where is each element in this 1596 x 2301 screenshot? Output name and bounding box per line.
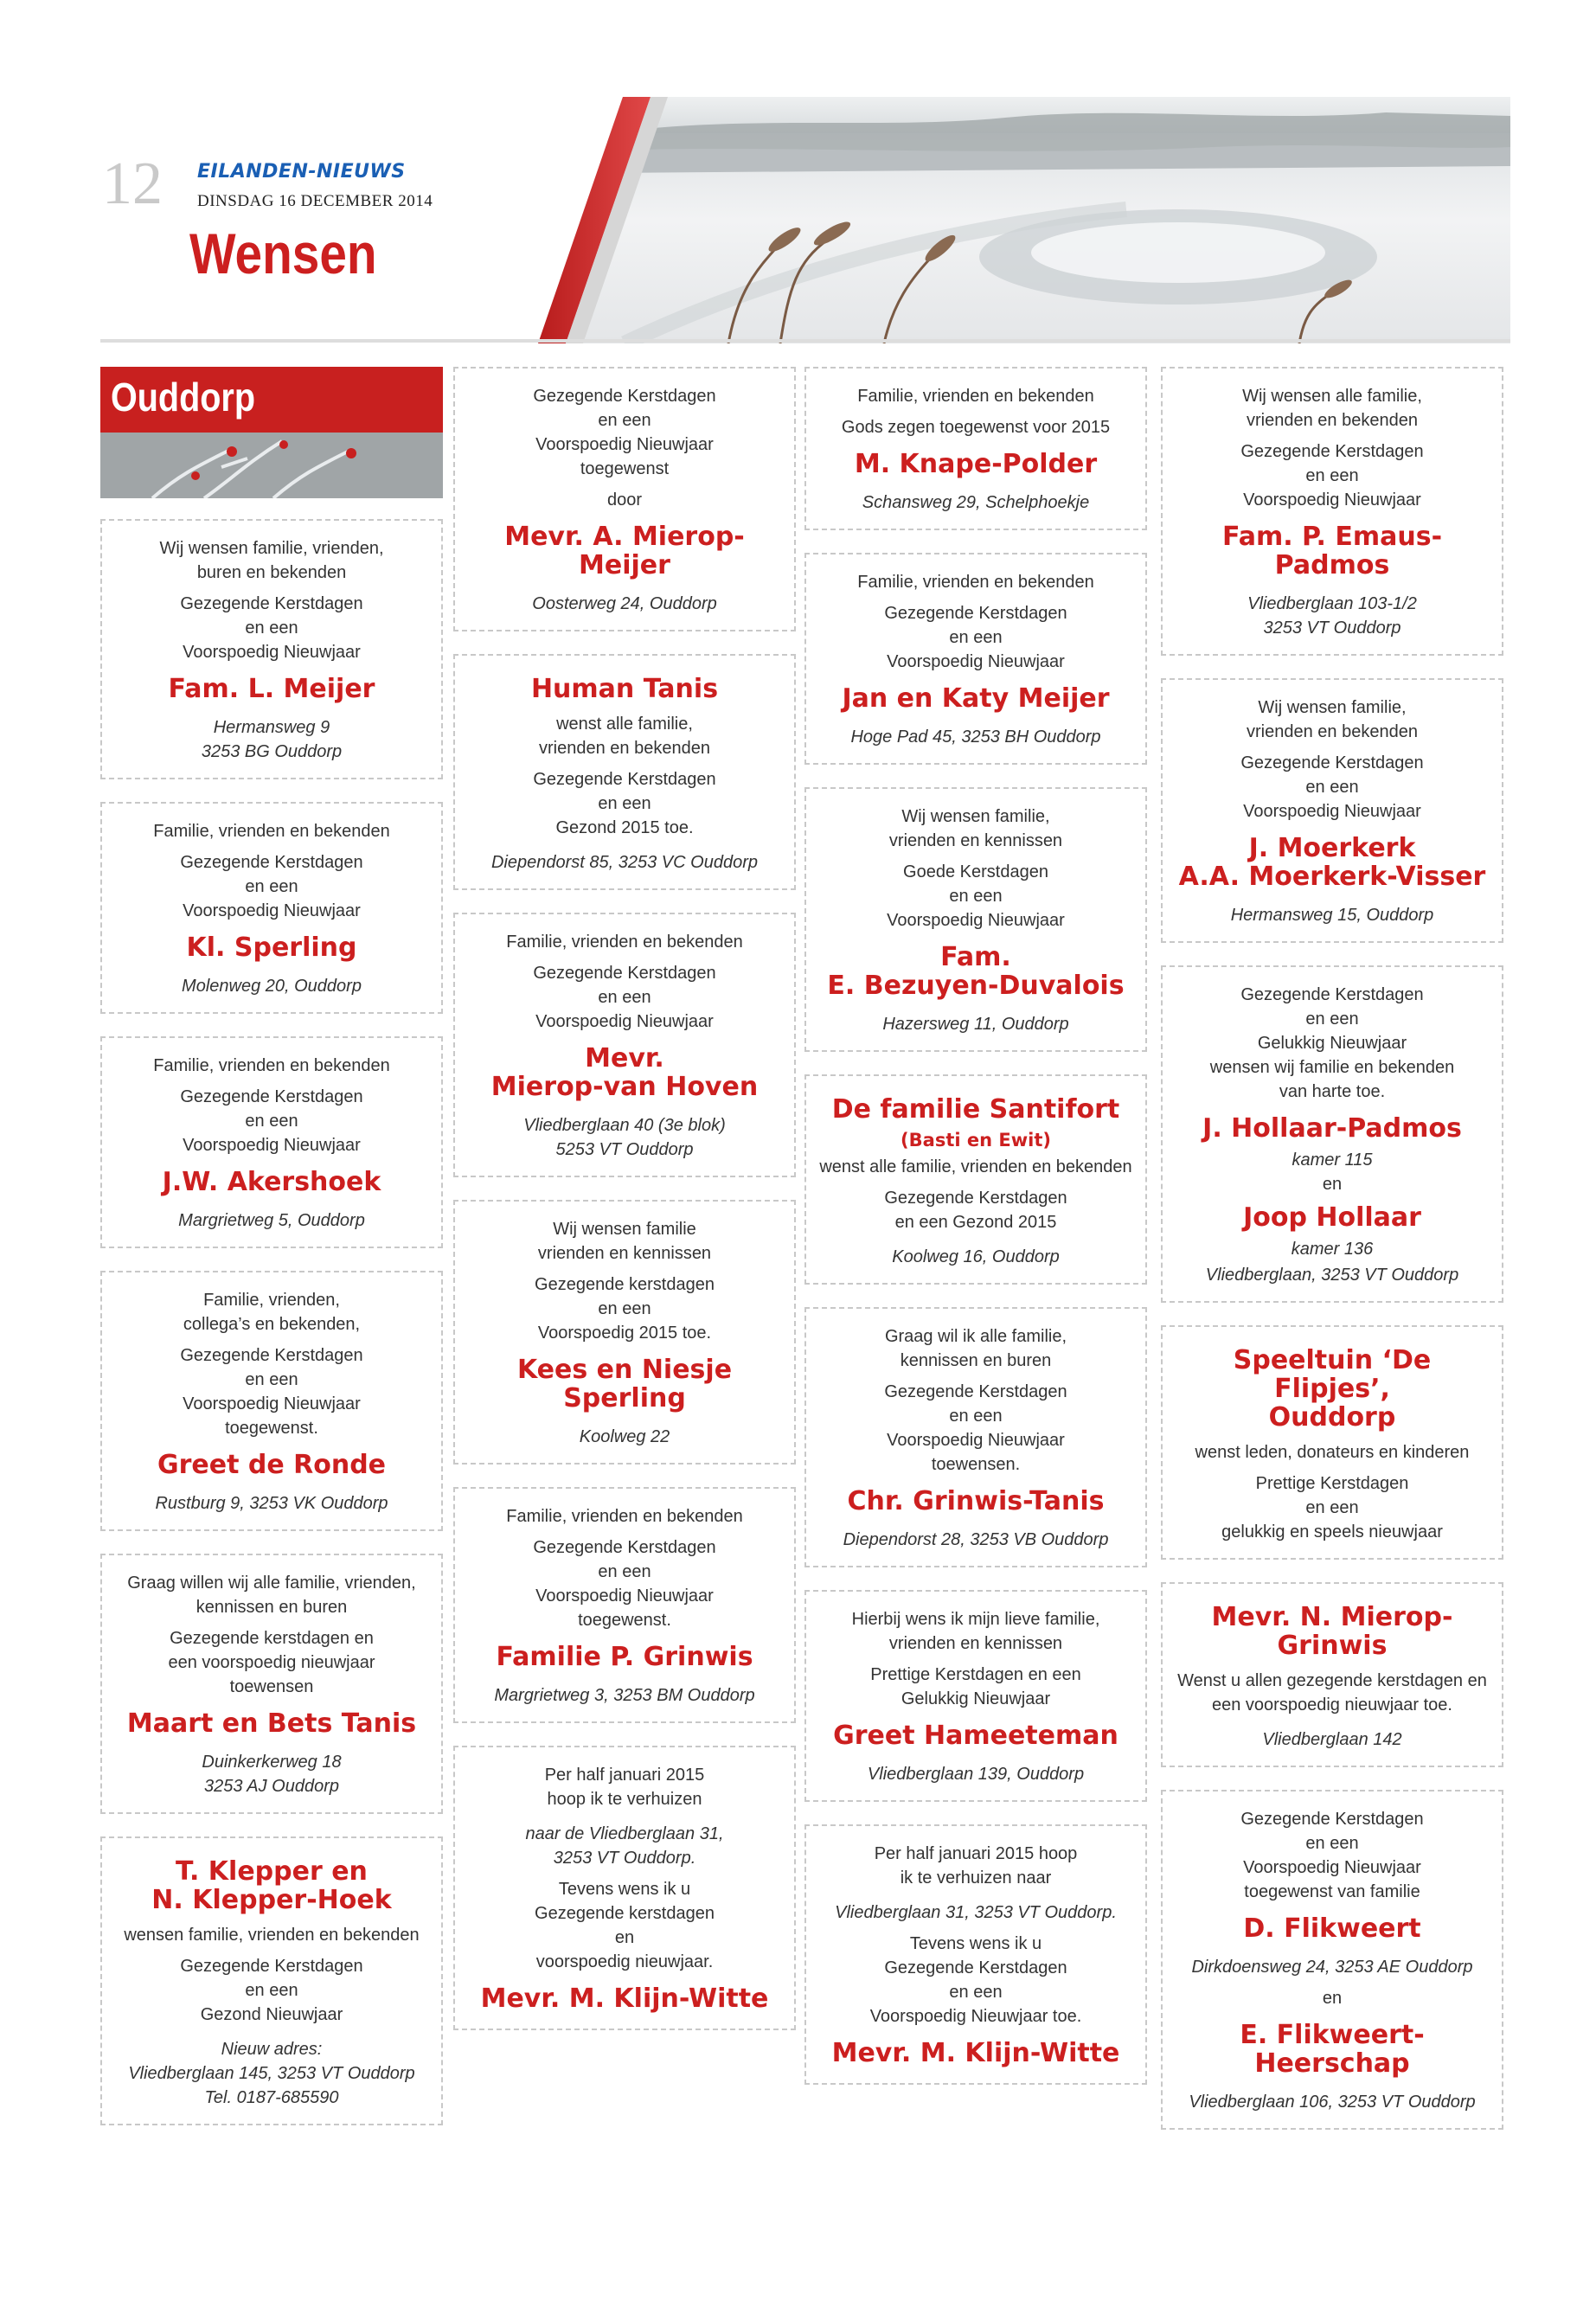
ad-intro: Wij wensen familie, vrienden en bekenden — [1247, 698, 1418, 741]
greeting-ad — [804, 1590, 1147, 1802]
ad-sender-name: Mevr. N. Mierop- Grinwis — [1211, 1602, 1453, 1661]
greeting-ad — [804, 787, 1147, 1052]
greeting-ad — [453, 367, 796, 631]
ad-address: Hermansweg 9 3253 BG Ouddorp — [201, 718, 343, 761]
ad-address: Diependorst 28, 3253 VB Ouddorp — [843, 1530, 1109, 1549]
column-2 — [453, 367, 796, 2053]
ad-greeting: Gezegende Kerstdagen en een Voorspoedig Nieuwjaar — [884, 604, 1067, 671]
greeting-ad — [1161, 678, 1503, 943]
column-3 — [804, 367, 1147, 2107]
ad-intro: wenst alle familie, vrienden en bekenden — [819, 1157, 1132, 1176]
ad-greeting: Gezegende Kerstdagen en een Voorspoedig Nieuwjaar toegewenst — [533, 387, 716, 478]
ad-new-address: Vliedberglaan 31, 3253 VT Ouddorp. — [835, 1903, 1117, 1922]
ad-intro: Graag wil ik alle familie, kennissen en buren — [884, 1327, 1067, 1370]
ad-greeting: Tevens wens ik u Gezegende kerstdagen en voorspoedig nieuwjaar. — [535, 1880, 715, 1971]
ad-greeting: Gezegende Kerstdagen en een Voorspoedig Nieuwjaar — [1240, 442, 1424, 510]
greeting-ad — [100, 519, 443, 779]
ad-sender-name: Jan en Katy Meijer — [842, 683, 1110, 714]
greeting-ad — [100, 802, 443, 1014]
ad-sender-name: T. Klepper en N. Klepper-Hoek — [151, 1856, 392, 1915]
ad-greeting: Gezegende kerstdagen en een voorspoedig nieuwjaar toewensen — [168, 1629, 375, 1696]
greeting-ad — [804, 367, 1147, 530]
ad-address: Hazersweg 11, Ouddorp — [882, 1015, 1069, 1034]
ad-intro: Wij wensen familie, vrienden, buren en bekenden — [159, 539, 384, 582]
ad-sender-name: Fam. E. Bezuyen-Duvalois — [827, 942, 1125, 1001]
ad-greeting: Gezegende kerstdagen en een Voorspoedig 2015 toe. — [535, 1275, 715, 1343]
ad-intro: wenst leden, donateurs en kinderen — [1195, 1443, 1470, 1462]
ad-address: Molenweg 20, Ouddorp — [182, 977, 362, 996]
ad-intro: wensen familie, vrienden en bekenden — [124, 1926, 420, 1945]
ad-address: Hoge Pad 45, 3253 BH Ouddorp — [850, 727, 1101, 747]
ad-sender-name: J. Hollaar-Padmos — [1202, 1113, 1462, 1144]
ad-address: Vliedberglaan 103-1/2 3253 VT Ouddorp — [1247, 594, 1417, 638]
ad-intro: Wij wensen alle familie, vrienden en bekenden — [1242, 387, 1422, 430]
ad-intro: wenst alle familie, vrienden en bekenden — [539, 715, 710, 758]
banner-title: Ouddorp — [111, 375, 256, 420]
ad-sender-name: Mevr. Mierop-van Hoven — [490, 1043, 759, 1102]
ad-address: Nieuw adres: Vliedberglaan 145, 3253 VT Ouddorp Tel. 0187-685590 — [128, 2040, 415, 2107]
ad-greeting: Gezegende Kerstdagen en een Voorspoedig Nieuwjaar — [1240, 753, 1424, 821]
ad-sender-name-2: Joop Hollaar — [1243, 1202, 1421, 1233]
ad-address: Margrietweg 5, Ouddorp — [178, 1211, 365, 1230]
ad-sender-subtitle: (Basti en Ewit) — [901, 1130, 1051, 1150]
ad-joiner: en — [1322, 1989, 1343, 2008]
greeting-ad — [804, 1824, 1147, 2085]
greeting-ad — [453, 1487, 796, 1723]
ad-intro: Graag willen wij alle familie, vrienden, kennissen en buren — [127, 1574, 416, 1617]
ad-intro: Familie, vrienden en bekenden — [506, 1507, 743, 1526]
greeting-ad — [804, 1074, 1147, 1285]
ad-sender-name: J.W. Akershoek — [162, 1167, 381, 1197]
ad-address: Schansweg 29, Schelphoekje — [862, 493, 1090, 512]
ad-sender-name: Human Tanis — [530, 674, 719, 704]
issue-date: DINSDAG 16 DECEMBER 2014 — [197, 192, 433, 210]
ad-greeting: Wenst u allen gezegende kerstdagen en een voorspoedig nieuwjaar toe. — [1177, 1671, 1487, 1715]
ad-sender-name: Familie P. Grinwis — [496, 1642, 753, 1672]
ad-room-number-2: kamer 136 — [1291, 1240, 1374, 1259]
header-divider — [100, 339, 1510, 343]
greeting-ad — [1161, 1790, 1503, 2130]
ad-address: Vliedberglaan, 3253 VT Ouddorp — [1205, 1266, 1459, 1285]
ad-sender-name: Chr. Grinwis-Tanis — [847, 1486, 1105, 1516]
ad-sender-name: Mevr. M. Klijn-Witte — [480, 1984, 769, 2014]
ad-sender-name-2: E. Flikweert-Heerschap — [1240, 2020, 1425, 2079]
greeting-ad — [453, 654, 796, 890]
greeting-ad — [100, 1036, 443, 1248]
ad-sender-name: Fam. L. Meijer — [168, 674, 375, 704]
page-number: 12 — [102, 151, 163, 217]
ad-intro: Wij wensen familie, vrienden en kennissen — [888, 807, 1063, 850]
ad-greeting: Gezegende Kerstdagen en een Gezond 2015 — [884, 1189, 1067, 1232]
greeting-ad — [453, 1746, 796, 2030]
ad-greeting: Prettige Kerstdagen en een gelukkig en speels nieuwjaar — [1221, 1474, 1443, 1541]
greeting-ad — [1161, 1325, 1503, 1560]
ad-greeting: Goede Kerstdagen en een Voorspoedig Nieuwjaar — [887, 862, 1065, 930]
winter-landscape-photo — [521, 97, 1510, 343]
ad-room-number: kamer 115 — [1292, 1150, 1373, 1170]
location-banner — [100, 367, 443, 498]
ad-address: Diependorst 85, 3253 VC Ouddorp — [491, 853, 758, 872]
greeting-ad — [804, 553, 1147, 765]
ad-address: Margrietweg 3, 3253 BM Ouddorp — [494, 1686, 755, 1705]
ad-intro: Familie, vrienden en bekenden — [153, 1056, 390, 1075]
page-header — [100, 97, 1510, 343]
ad-sender-name: De familie Santifort — [831, 1094, 1120, 1125]
ad-greeting: Gods zegen toegewenst voor 2015 — [841, 418, 1111, 437]
greeting-ad — [453, 913, 796, 1177]
ad-address: Koolweg 16, Ouddorp — [892, 1247, 1060, 1266]
ad-address: Duinkerkerweg 18 3253 AJ Ouddorp — [202, 1753, 342, 1796]
column-4 — [1161, 367, 1503, 2152]
greeting-ad — [100, 1271, 443, 1531]
greeting-ad — [1161, 965, 1503, 1303]
ad-sender-name: Fam. P. Emaus-Padmos — [1221, 522, 1443, 580]
ad-sender-name: Mevr. M. Klijn-Witte — [831, 2038, 1120, 2068]
ad-intro: Wij wensen familie vrienden en kennissen — [537, 1220, 712, 1263]
ad-intro: Familie, vrienden en bekenden — [153, 822, 390, 841]
ad-address: Vliedberglaan 139, Ouddorp — [867, 1765, 1085, 1784]
ad-sender-name: M. Knape-Polder — [854, 449, 1098, 479]
ad-greeting: Gezegende Kerstdagen en een Voorspoedig Nieuwjaar — [180, 853, 363, 920]
ad-intro: Hierbij wens ik mijn lieve familie, vrienden en kennissen — [851, 1610, 1100, 1653]
greeting-ad — [804, 1307, 1147, 1567]
ad-intro: Familie, vrienden en bekenden — [857, 573, 1094, 592]
ad-joiner: en — [1322, 1175, 1343, 1194]
ad-sender-name: Greet de Ronde — [157, 1450, 387, 1480]
ad-intro: Familie, vrienden en bekenden — [506, 933, 743, 952]
ad-intro: Familie, vrienden, collega’s en bekenden, — [183, 1291, 361, 1334]
ad-new-address: naar de Vliedberglaan 31, 3253 VT Ouddorp. — [525, 1824, 724, 1868]
ad-sender-name: D. Flikweert — [1243, 1913, 1421, 1944]
ad-intro: Per half januari 2015 hoop ik te verhuizen naar — [874, 1844, 1078, 1888]
ad-sender-name: Kl. Sperling — [186, 933, 357, 963]
frosted-branches-photo — [100, 433, 443, 498]
ad-intro: Familie, vrienden en bekenden — [857, 387, 1094, 406]
ad-sender-name: J. Moerkerk A.A. Moerkerk-Visser — [1178, 833, 1486, 892]
ad-greeting: Tevens wens ik u Gezegende Kerstdagen en een Voorspoedig Nieuwjaar toe. — [869, 1934, 1082, 2026]
ad-greeting: Gezegende Kerstdagen en een Gezond Nieuwjaar — [180, 1957, 363, 2024]
ad-greeting: Prettige Kerstdagen en een Gelukkig Nieuwjaar — [870, 1665, 1081, 1708]
ad-address: Koolweg 22 — [579, 1427, 670, 1446]
ad-sender-name: Speeltuin ‘De Flipjes’, Ouddorp — [1233, 1345, 1432, 1433]
greeting-ad — [100, 1554, 443, 1814]
ad-greeting: Gezegende Kerstdagen en een Voorspoedig Nieuwjaar — [180, 594, 363, 662]
ad-greeting: Gezegende Kerstdagen en een Gelukkig Nieuwjaar wensen wij familie en bekenden van harte toe. — [1209, 985, 1455, 1101]
ad-greeting: Gezegende Kerstdagen en een Voorspoedig Nieuwjaar — [533, 964, 716, 1031]
ad-sender-name: Greet Hameeteman — [833, 1721, 1118, 1751]
ad-greeting: Gezegende Kerstdagen en een Voorspoedig Nieuwjaar toegewenst. — [533, 1538, 716, 1630]
ad-greeting: Gezegende Kerstdagen en een Gezond 2015 toe. — [533, 770, 716, 837]
greeting-ad — [1161, 1582, 1503, 1767]
ad-sender-name: Kees en Niesje Sperling — [516, 1355, 733, 1413]
ad-address: Vliedberglaan 40 (3e blok) 5253 VT Ouddorp — [523, 1116, 726, 1159]
ad-greeting: Gezegende Kerstdagen en een Voorspoedig Nieuwjaar toewensen. — [884, 1382, 1067, 1474]
ad-address-2: Vliedberglaan 106, 3253 VT Ouddorp — [1189, 2093, 1476, 2112]
ad-greeting: Gezegende Kerstdagen en een Voorspoedig Nieuwjaar toegewenst van familie — [1240, 1810, 1424, 1901]
ad-intro: door — [606, 490, 643, 510]
section-title: Wensen — [189, 221, 377, 285]
ad-address: Rustburg 9, 3253 VK Ouddorp — [155, 1494, 388, 1513]
ad-greeting: Gezegende Kerstdagen en een Voorspoedig Nieuwjaar toegewenst. — [180, 1346, 363, 1438]
ad-sender-name: Mevr. A. Mierop-Meijer — [504, 522, 745, 580]
ad-address: Oosterweg 24, Ouddorp — [532, 594, 717, 613]
newspaper-logo: EILANDEN-NIEUWS — [197, 161, 406, 183]
greeting-ad — [100, 1836, 443, 2125]
ad-sender-name: Maart en Bets Tanis — [126, 1708, 417, 1739]
greeting-ad — [1161, 367, 1503, 656]
ad-address: Vliedberglaan 142 — [1262, 1730, 1402, 1749]
ad-intro: Per half januari 2015 hoop ik te verhuizen — [544, 1766, 705, 1809]
ad-greeting: Gezegende Kerstdagen en een Voorspoedig Nieuwjaar — [180, 1087, 363, 1155]
ad-address: Hermansweg 15, Ouddorp — [1230, 906, 1434, 925]
greeting-ad — [453, 1200, 796, 1465]
column-1 — [100, 367, 443, 2148]
ad-address: Dirkdoensweg 24, 3253 AE Ouddorp — [1191, 1958, 1473, 1977]
